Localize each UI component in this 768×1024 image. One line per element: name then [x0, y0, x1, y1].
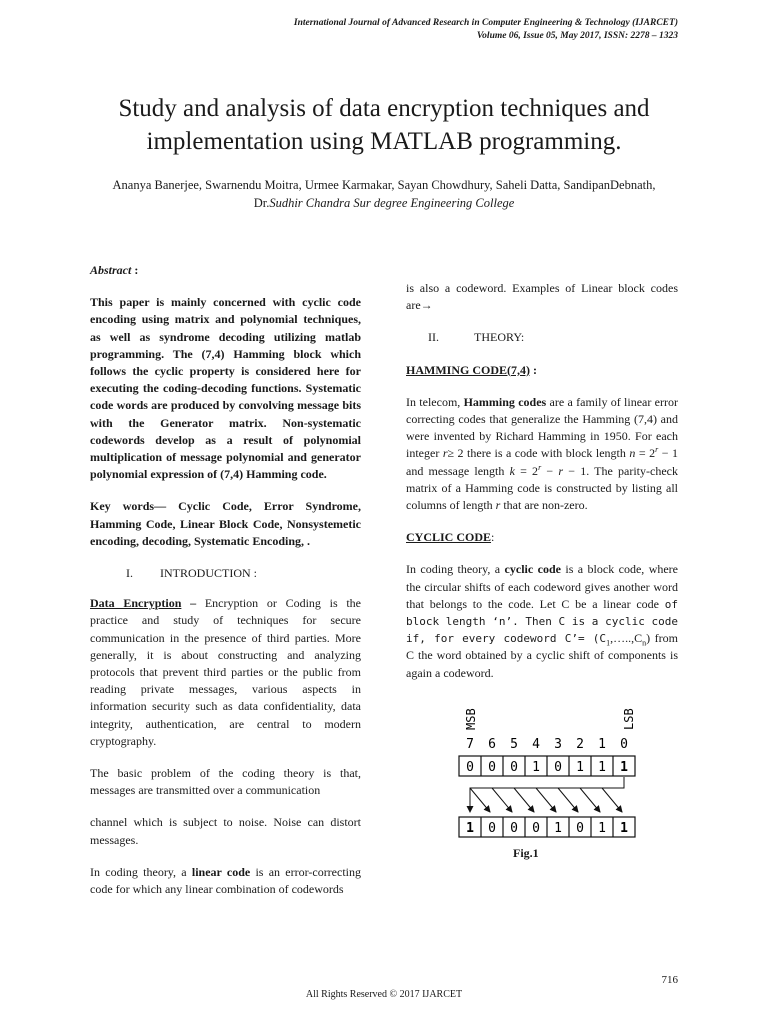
linear-code-text-a: In coding theory, a — [90, 864, 192, 879]
theory-heading-text: THEORY: — [474, 330, 525, 345]
figure-caption: Fig.1 — [513, 846, 539, 860]
abstract-text: This paper is mainly concerned with cyclic code encoding using matrix and polynomial techniques, as well as syndrome decoding utilizing matlab programming. The (7,4) Hamming block which follows the cyclic property is considered here for executing the coding-decoding functions. Systematic code words are produced by convolving message bits with the Generator matrix. Non-systematic codewords develop as a result of polynomial multiplication of message polynomial and generator polynomial expression of (7,4) Hamming code. — [90, 295, 361, 482]
hamming-minus3: − 1. The parity-check matrix of a Hamming code is constructed by listing all columns of length — [406, 463, 678, 513]
cyclic-heading-colon: : — [491, 530, 495, 545]
abstract-colon: : — [131, 263, 139, 277]
hamming-eq2: = 2 — [514, 463, 539, 478]
coding-problem-paragraph: The basic problem of the coding theory is that, messages are transmitted over a communication — [90, 766, 361, 798]
hamming-end: that are non-zero. — [500, 498, 588, 513]
abstract-label-text: Abstract — [90, 263, 132, 277]
shifted-bit: 0 — [576, 821, 584, 836]
hamming-paragraph — [406, 394, 678, 514]
theory-heading — [406, 329, 678, 346]
hamming-heading-colon: : — [529, 362, 537, 377]
page-number: 716 — [661, 974, 678, 986]
shift-arrow — [558, 788, 578, 812]
hamming-text-a: In telecom, — [406, 394, 464, 409]
shifted-bit: 0 — [510, 821, 518, 836]
original-bit: 0 — [554, 760, 562, 775]
cyclic-text-a: In coding theory, a — [406, 562, 505, 577]
original-codeword — [459, 756, 635, 776]
original-bit: 1 — [532, 760, 540, 775]
bit-position-label: 7 — [466, 737, 474, 752]
right-column — [406, 280, 678, 682]
hamming-var-r3: r — [495, 498, 501, 513]
hamming-text-ge: ≥ 2 there is a code with block length — [447, 446, 630, 461]
title-line-2: implementation using MATLAB programming. — [146, 128, 622, 155]
data-encryption-dash: – — [181, 596, 205, 611]
data-encryption-text: Encryption or Coding is the practice and study of techniques for secure communication in the presence of third parties. More generally, it is about constructing and analyzing protocols that prevent third parties or the public from reading private messages, various aspects in information security such as data confidentiality, data integrity, authentication, are central to modern cryptography. — [90, 596, 362, 748]
bit-position-label: 0 — [620, 737, 628, 752]
shift-arrow — [580, 788, 600, 812]
shifted-bit: 1 — [598, 821, 606, 836]
hamming-eq1: = 2 — [635, 446, 656, 461]
keywords: Key words— Cyclic Code, Error Syndrome, Hamming Code, Linear Block Code, Nonsystemetic encoding, decoding, Systematic Encoding, . — [90, 499, 361, 548]
shifted-bit: 1 — [554, 821, 562, 836]
shifted-codeword — [459, 817, 635, 837]
wrap-arrow — [470, 777, 624, 812]
hamming-var-r: r — [442, 446, 448, 461]
cyclic-sub-n: n — [642, 638, 647, 648]
cyclic-shift-figure — [455, 700, 645, 870]
journal-volume: Volume 06, Issue 05, May 2017, ISSN: 2278 – 1323 — [476, 31, 678, 41]
hamming-var-r2: r — [558, 463, 564, 478]
bit-position-label: 1 — [598, 737, 606, 752]
abstract-label — [90, 262, 361, 279]
cyclic-end: ) from C the word obtained by a cyclic shift of components is again a codeword. — [406, 631, 678, 680]
shift-arrow — [492, 788, 512, 812]
hamming-var-n: n — [629, 446, 636, 461]
shifted-bit: 1 — [466, 821, 474, 836]
hamming-heading — [406, 362, 678, 379]
linear-code-continuation — [406, 280, 678, 314]
authors-block — [60, 176, 708, 212]
linear-code-text-b: is an error-correcting code for which any linear combination of codewords — [90, 864, 362, 897]
bit-position-label: 6 — [488, 737, 496, 752]
channel-paragraph: channel which is subject to noise. Noise can distort messages. — [90, 815, 361, 847]
journal-header — [294, 17, 678, 43]
cyclic-paragraph — [406, 561, 678, 681]
cyclic-dots: ,…..,C — [610, 631, 643, 646]
lsb-label: LSB — [622, 708, 636, 730]
original-bit: 1 — [620, 760, 628, 775]
hamming-minus1: − 1 and message length — [406, 446, 678, 478]
original-bit: 1 — [576, 760, 584, 775]
shifted-bit: 0 — [488, 821, 496, 836]
title-line-1: Study and analysis of data encryption techniques and — [118, 95, 650, 122]
intro-heading-text: INTRODUCTION : — [160, 566, 257, 581]
original-bit: 0 — [466, 760, 474, 775]
journal-name: International Journal of Advanced Research in Computer Engineering & Technology (IJARCET) — [293, 18, 678, 28]
cyclic-sub-1: 1 — [606, 638, 611, 648]
bit-position-label: 5 — [510, 737, 518, 752]
hamming-sup1: r — [655, 445, 659, 455]
shift-arrow — [470, 788, 490, 812]
original-bit: 0 — [488, 760, 496, 775]
original-bit: 0 — [510, 760, 518, 775]
theory-number: II. — [428, 330, 439, 345]
hamming-bold: Hamming codes — [463, 394, 547, 409]
author-names: Ananya Banerjee, Swarnendu Moitra, Urmee Karmakar, Sayan Chowdhury, Saheli Datta, SandipanDebnath, — [112, 178, 656, 192]
bit-position-label: 3 — [554, 737, 562, 752]
hamming-sup2: r — [538, 462, 542, 472]
shift-arrows — [470, 777, 624, 812]
linear-code-paragraph — [90, 864, 361, 898]
shift-arrow — [514, 788, 534, 812]
affiliation — [60, 194, 708, 212]
cyclic-mono-text: of block length ‘n’. Then C is a cyclic code if, for every codeword C’= (C — [406, 597, 678, 646]
intro-heading — [90, 565, 361, 582]
arrow-icon: → — [420, 298, 433, 313]
hamming-text-b: are a family of linear error correcting codes that generalize the Hamming (7,4) and were invented by Richard Hamming in 1950. For each integer — [406, 394, 678, 461]
original-bit: 1 — [598, 760, 606, 775]
cyclic-bold: cyclic code — [504, 562, 561, 577]
continuation-text: is also a codeword. Examples of Linear block codes are — [406, 281, 678, 313]
hamming-heading-text: HAMMING CODE(7,4) — [406, 362, 530, 377]
msb-label: MSB — [464, 708, 478, 730]
affiliation-prefix: Dr. — [253, 196, 270, 210]
cyclic-heading — [406, 529, 678, 546]
data-encryption-label: Data Encryption — [90, 596, 182, 611]
hamming-var-k: k — [509, 463, 515, 478]
bit-position-label: 2 — [576, 737, 584, 752]
left-column — [90, 262, 361, 898]
cyclic-heading-text: CYCLIC CODE — [406, 530, 492, 545]
linear-code-bold: linear code — [191, 864, 251, 879]
copyright-footer: All Rights Reserved © 2017 IJARCET — [305, 989, 463, 1000]
hamming-minus2: − — [541, 463, 559, 478]
shifted-bit: 1 — [620, 821, 628, 836]
cyclic-text-b: is a block code, where the circular shifts of each codeword gives another word that belongs to the code. Let C be a linear code — [406, 562, 679, 611]
affiliation-name: Sudhir Chandra Sur degree Engineering College — [269, 196, 515, 210]
shift-arrow — [602, 788, 622, 812]
shift-arrow — [536, 788, 556, 812]
shifted-bit: 0 — [532, 821, 540, 836]
data-encryption-paragraph — [90, 595, 361, 750]
bit-positions — [466, 737, 628, 752]
bit-position-label: 4 — [532, 737, 540, 752]
paper-title — [60, 92, 708, 158]
intro-number: I. — [126, 566, 133, 581]
